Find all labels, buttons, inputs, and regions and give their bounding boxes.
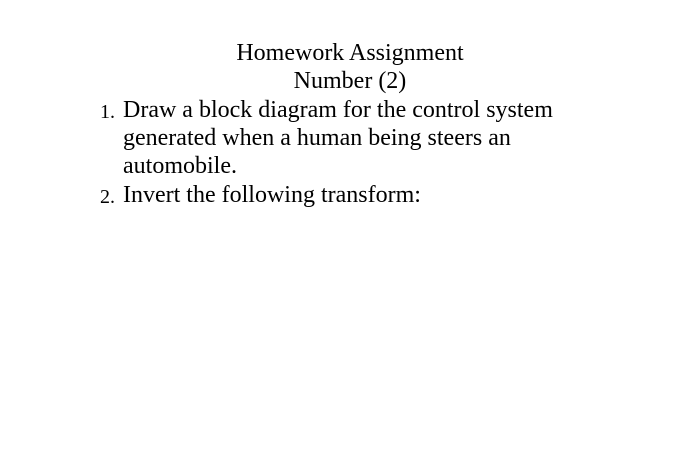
slide-subtitle: Number (2) <box>293 68 407 94</box>
item-number: 1. <box>100 101 115 123</box>
slide-title: Homework Assignment <box>236 40 464 66</box>
item-text-line: generated when a human being steers an <box>123 125 511 151</box>
item-text-line: Draw a block diagram for the control system <box>123 97 553 123</box>
item-text-line: automobile. <box>123 153 237 179</box>
item-number: 2. <box>100 186 115 208</box>
item-text-line: Invert the following transform: <box>123 182 421 208</box>
